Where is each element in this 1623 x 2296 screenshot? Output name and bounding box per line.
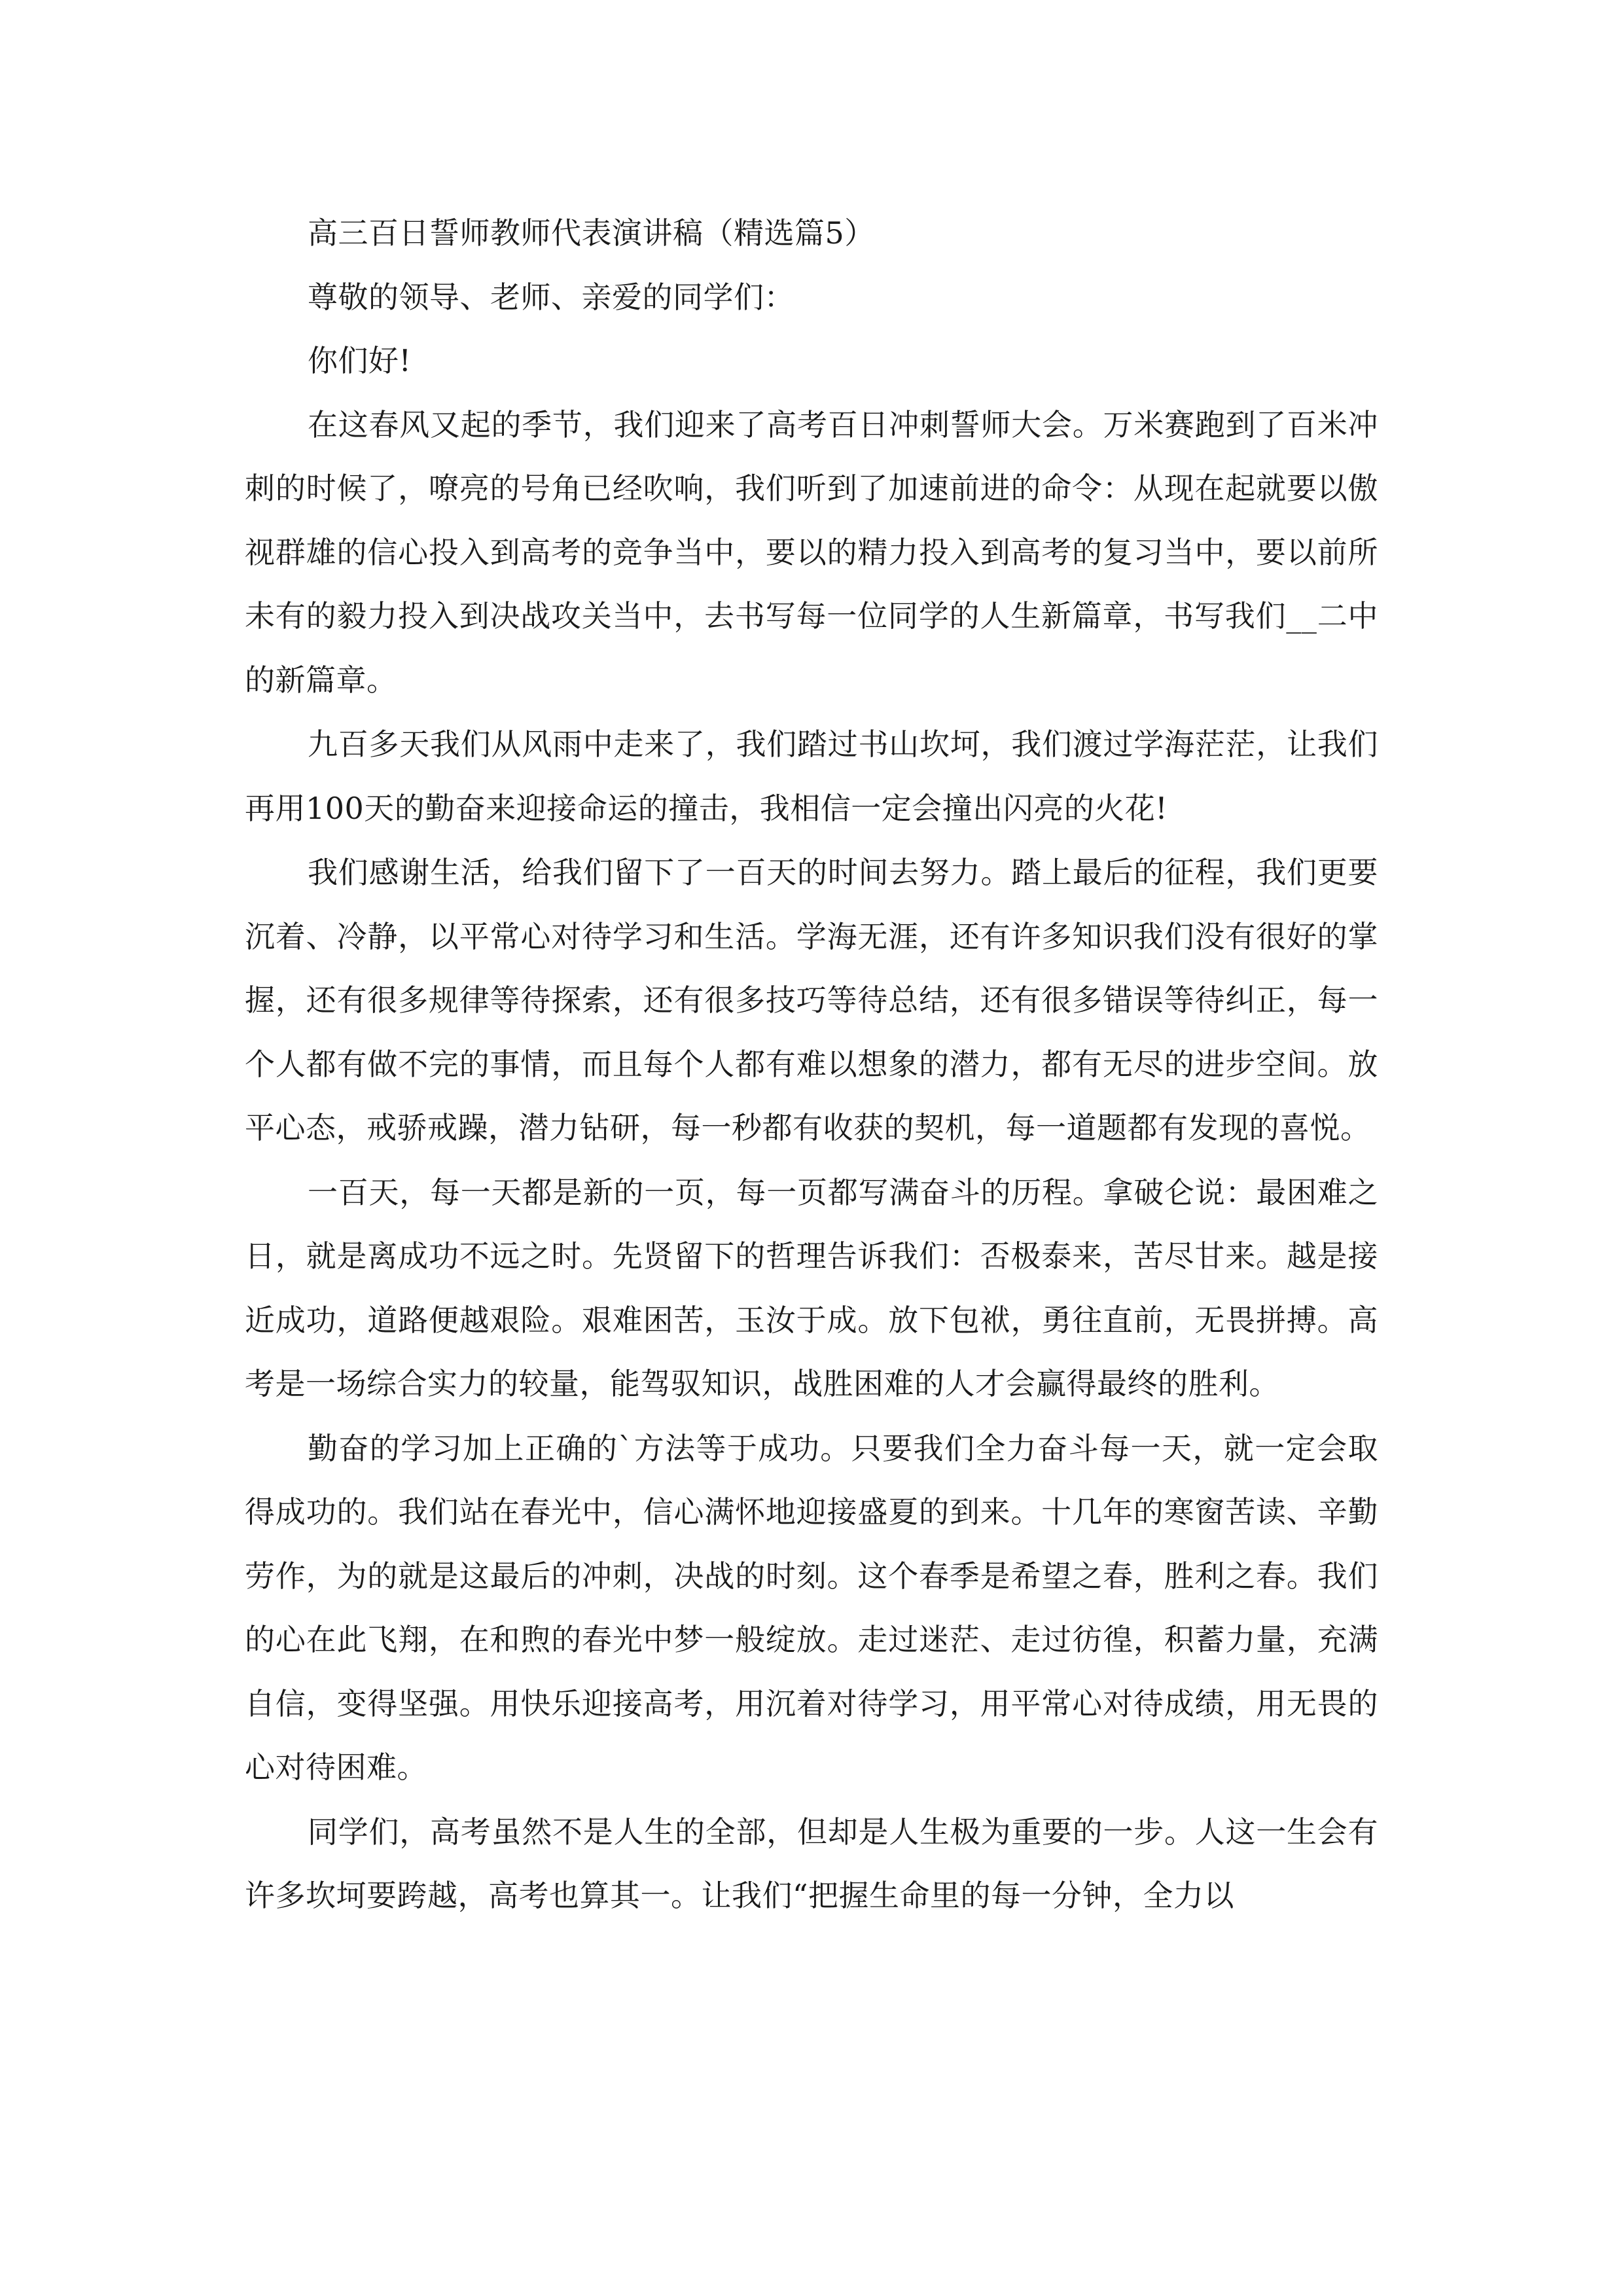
paragraph-3: 我们感谢生活，给我们留下了一百天的时间去努力。踏上最后的征程，我们更要沉着、冷静，以平常心对待学习和生活。学海无涯，还有许多知识我们没有很好的掌握，还有很多规律等待探索，还有很多技巧等待总结，还有很多错误等待纠正，每一个人都有做不完的事情，而且每个人都有难以想象的潜力，都有无尽的进步空间。放平心态，戒骄戒躁，潜力钻研，每一秒都有收获的契机，每一道题都有发现的喜悦。 (245, 855, 1378, 1145)
paragraph-2: 九百多天我们从风雨中走来了，我们踏过书山坎坷，我们渡过学海茫茫，让我们再用100天的勤奋来迎接命运的撞击，我相信一定会撞出闪亮的火花! (245, 726, 1378, 826)
document-title: 高三百日誓师教师代表演讲稿（精选篇5） (308, 215, 875, 251)
paragraph-4: 一百天，每一天都是新的一页，每一页都写满奋斗的历程。拿破仑说：最困难之日，就是离成功不远之时。先贤留下的哲理告诉我们：否极泰来，苦尽甘来。越是接近成功，道路便越艰险。艰难困苦，玉汝于成。放下包袱，勇往直前，无畏拼搏。高考是一场综合实力的较量，能驾驭知识，战胜困难的人才会赢得最终的胜利。 (245, 1174, 1378, 1401)
paragraph-6: 同学们，高考虽然不是人生的全部，但却是人生极为重要的一步。人这一生会有许多坎坷要跨越，高考也算其一。让我们“把握生命里的每一分钟，全力以 (245, 1814, 1378, 1913)
greeting: 你们好! (308, 343, 412, 378)
document-body (245, 202, 1378, 1929)
salutation: 尊敬的领导、老师、亲爱的同学们： (308, 279, 794, 315)
paragraph-5: 勤奋的学习加上正确的`方法等于成功。只要我们全力奋斗每一天，就一定会取得成功的。我们站在春光中，信心满怀地迎接盛夏的到来。十几年的寒窗苦读、辛勤劳作，为的就是这最后的冲刺，决战的时刻。这个春季是希望之春，胜利之春。我们的心在此飞翔，在和煦的春光中梦一般绽放。走过迷茫、走过彷徨，积蓄力量，充满自信，变得坚强。用快乐迎接高考，用沉着对待学习，用平常心对待成绩，用无畏的心对待困难。 (245, 1430, 1378, 1785)
paragraph-1: 在这春风又起的季节，我们迎来了高考百日冲刺誓师大会。万米赛跑到了百米冲刺的时候了，嘹亮的号角已经吹响，我们听到了加速前进的命令：从现在起就要以傲视群雄的信心投入到高考的竞争当中，要以的精力投入到高考的复习当中，要以前所未有的毅力投入到决战攻关当中，去书写每一位同学的人生新篇章，书写我们__二中的新篇章。 (245, 406, 1378, 698)
